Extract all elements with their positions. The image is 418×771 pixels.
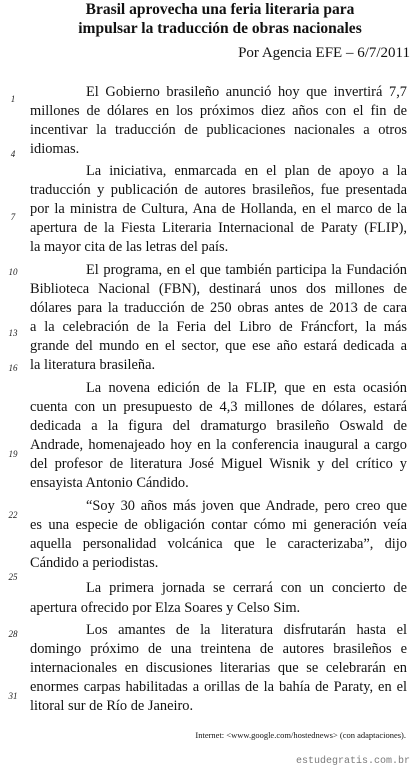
body-line: Biblioteca Nacional (FBN), destinará unos dos millones de xyxy=(30,281,407,297)
body-line: La iniciativa, enmarcada en el plan de apoyo a la xyxy=(86,163,407,179)
line-number: 25 xyxy=(8,572,18,582)
body-line: internacionales en discusiones literarias que se celebrarán en xyxy=(30,660,407,676)
body-line: apertura de la Fiesta Literaria Internacional de Paraty (FLIP), xyxy=(30,220,407,236)
body-line: litoral sur de Río de Janeiro. xyxy=(30,698,194,714)
line-number: 28 xyxy=(8,629,18,639)
body-line: incentivar la traducción de publicaciones nacionales a otros xyxy=(30,122,407,138)
article-title xyxy=(60,0,380,38)
body-line: dólares para la traducción de 250 obras antes de 2013 de cara xyxy=(30,300,407,316)
body-line: aquella personalidad volcánica que le caracterizaba”, dijo xyxy=(30,536,407,552)
body-line: El programa, en el que también participa la Fundación xyxy=(86,262,407,278)
body-line: Los amantes de la literatura disfrutarán hasta el xyxy=(86,622,407,638)
body-line: millones de dólares en los próximos diez años con el fin de xyxy=(30,103,407,119)
line-number: 10 xyxy=(8,267,18,277)
body-line: Cándido a periodistas. xyxy=(30,555,159,571)
body-line: por la ministra de Cultura, Ana de Hollanda, en el marco de la xyxy=(30,201,407,217)
line-number: 16 xyxy=(8,363,18,373)
line-number: 31 xyxy=(8,691,18,701)
body-line: El Gobierno brasileño anunció hoy que invertirá 7,7 xyxy=(86,84,407,100)
body-line: cuenta con un presupuesto de 4,3 millones de dólares, estará xyxy=(30,399,407,415)
body-line: apertura ofrecido por Elza Soares y Celso Sim. xyxy=(30,600,301,616)
body-line: traducción y publicación de autores brasileños, fue presentada xyxy=(30,182,407,198)
body-line: La novena edición de la FLIP, que en esta ocasión xyxy=(86,380,407,396)
body-line: es una especie de obligación contar cómo mi generación veía xyxy=(30,517,407,533)
title-line: impulsar la traducción de obras nacionales xyxy=(78,20,362,37)
body-line: a la celebración de la Feria del Libro de Fráncfort, la más xyxy=(30,319,407,335)
line-number: 7 xyxy=(10,212,16,222)
body-line: del profesor de literatura José Miguel Wisnik y del crítico y xyxy=(30,456,407,472)
body-line: la literatura brasileña. xyxy=(30,357,156,373)
source-citation: Internet: <www.google.com/hostednews> (con adaptaciones). xyxy=(195,730,406,740)
line-number: 19 xyxy=(8,449,18,459)
body-line: idiomas. xyxy=(30,141,80,157)
body-line: “Soy 30 años más joven que Andrade, pero creo que xyxy=(86,498,407,514)
line-number: 22 xyxy=(8,510,18,520)
line-number: 1 xyxy=(10,94,16,104)
body-line: domingo próximo de una treintena de autores brasileños e xyxy=(30,641,407,657)
body-line: Andrade, homenajeado hoy en la conferencia inaugural a cargo xyxy=(30,437,407,453)
byline: Por Agencia EFE – 6/7/2011 xyxy=(238,45,410,61)
line-number: 4 xyxy=(10,149,16,159)
body-line: dedicada a la figura del dramaturgo brasileño Oswald de xyxy=(30,418,407,434)
body-line: ensayista Antonio Cándido. xyxy=(30,475,189,491)
body-line: grande del mundo en el sector, que ese año estará dedicada a xyxy=(30,338,407,354)
body-line: La primera jornada se cerrará con un concierto de xyxy=(86,580,407,596)
body-line: enormes carpas habilitadas a orillas de la bahía de Paraty, en el xyxy=(30,679,407,695)
title-line: Brasil aprovecha una feria literaria para xyxy=(85,1,355,18)
body-line: la mayor cita de las letras del país. xyxy=(30,239,229,255)
watermark: estudegratis.com.br xyxy=(295,756,410,767)
line-number: 13 xyxy=(8,328,18,338)
